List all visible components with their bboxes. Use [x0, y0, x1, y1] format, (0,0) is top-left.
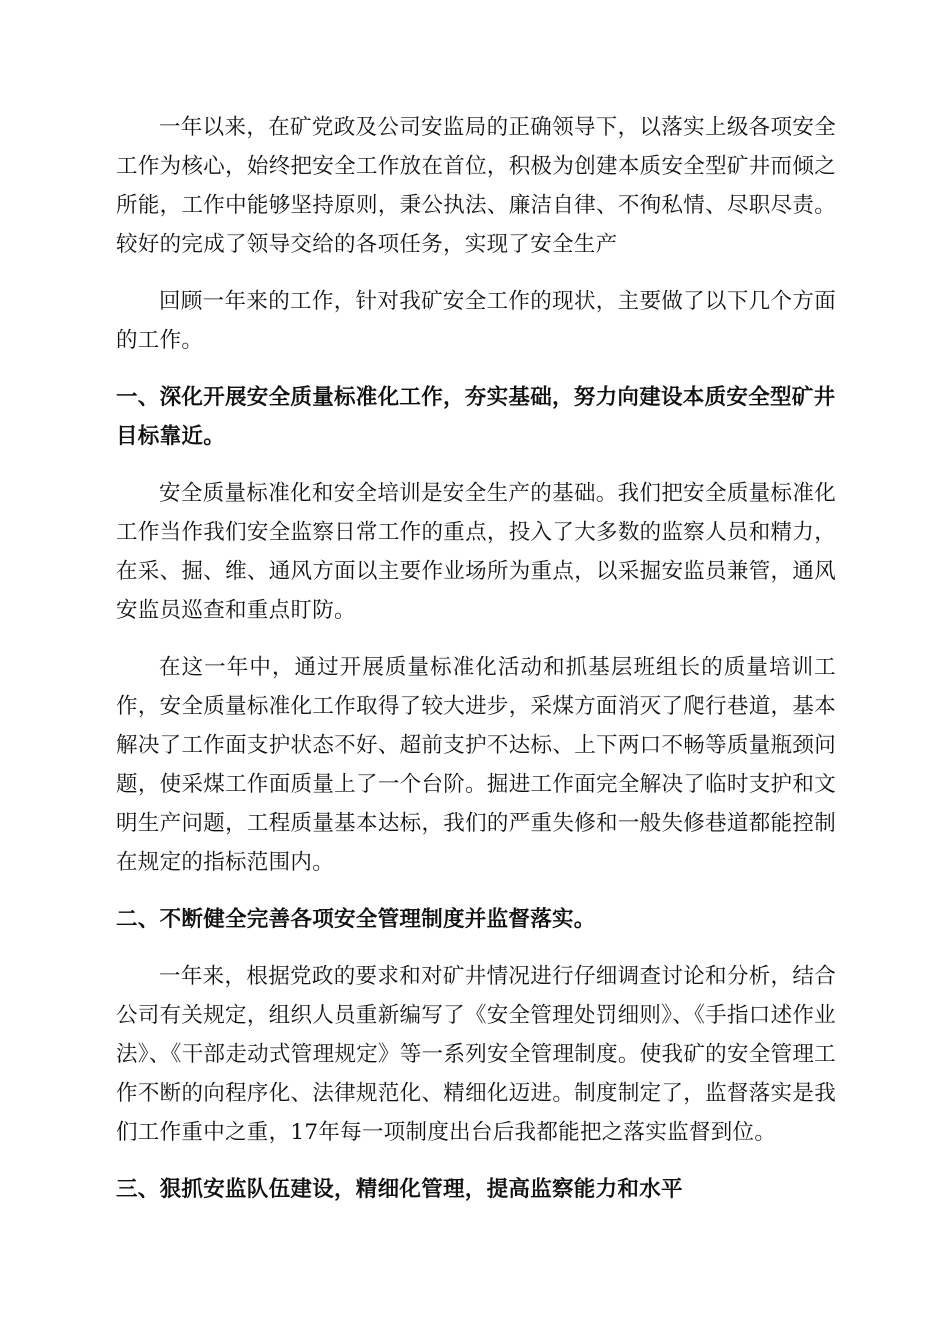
section-3-heading: 三、狠抓安监队伍建设，精细化管理，提高监察能力和水平: [116, 1177, 683, 1202]
intro-paragraph-1: 一年以来，在矿党政及公司安监局的正确领导下，以落实上级各项安全工作为核心，始终把安全工作放在首位，积极为创建本质安全型矿井而倾之所能，工作中能够坚持原则，秉公执法、廉洁自律、不徇私情、尽职尽责。较好的完成了领导交给的各项任务，实现了安全生产: [116, 115, 836, 257]
section-1-heading: 一、深化开展安全质量标准化工作，夯实基础，努力向建设本质安全型矿井目标靠近。: [116, 385, 836, 449]
intro-paragraph-2: 回顾一年来的工作，针对我矿安全工作的现状，主要做了以下几个方面的工作。: [116, 289, 836, 353]
section-1-paragraph-1: 安全质量标准化和安全培训是安全生产的基础。我们把安全质量标准化工作当作我们安全监察日常工作的重点，投入了大多数的监察人员和精力，在采、掘、维、通风方面以主要作业场所为重点，以采掘安监员兼管，通风安监员巡查和重点盯防。: [116, 481, 836, 623]
section-2-paragraph-1: 一年来，根据党政的要求和对矿井情况进行仔细调查讨论和分析，结合公司有关规定，组织人员重新编写了《安全管理处罚细则》、《手指口述作业法》、《干部走动式管理规定》等一系列安全管理制度。使我矿的安全管理工作不断的向程序化、法律规范化、精细化迈进。制度制定了，监督落实是我们工作重中之重，17年每一项制度出台后我都能把之落实监督到位。: [116, 964, 836, 1145]
section-2-heading: 二、不断健全完善各项安全管理制度并监督落实。: [116, 907, 596, 932]
document-body: [116, 108, 836, 1209]
section-1-paragraph-2: 在这一年中，通过开展质量标准化活动和抓基层班组长的质量培训工作，安全质量标准化工作取得了较大进步，采煤方面消灭了爬行巷道，基本解决了工作面支护状态不好、超前支护不达标、上下两口不畅等质量瓶颈问题，使采煤工作面质量上了一个台阶。掘进工作面完全解决了临时支护和文明生产问题，工程质量基本达标，我们的严重失修和一般失修巷道都能控制在规定的指标范围内。: [116, 655, 836, 875]
